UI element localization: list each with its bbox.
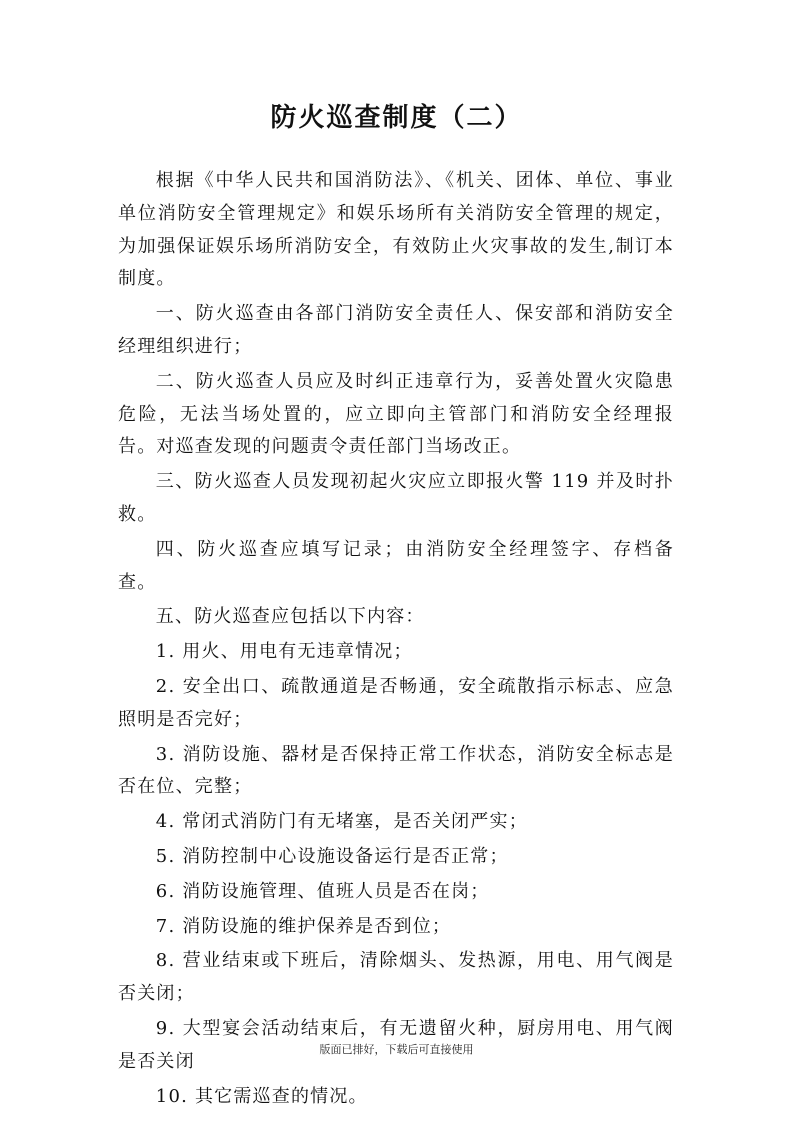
clause-3: 三、防火巡查人员发现初起火灾应立即报火警 119 并及时扑救。 — [118, 471, 674, 525]
list-item-7: 7. 消防设施的维护保养是否到位； — [155, 915, 452, 937]
list-item-1: 1. 用火、用电有无违章情况； — [155, 641, 413, 663]
list-item-2: 2. 安全出口、疏散通道是否畅通，安全疏散指示标志、应急照明是否完好； — [118, 675, 674, 730]
list-item-8: 8. 营业结束或下班后，清除烟头、发热源，用电、用气阀是否关闭； — [118, 950, 674, 1005]
list-item-6: 6. 消防设施管理、值班人员是否在岗； — [155, 880, 490, 902]
page-footer: 版面已排好，下载后可直接使用 — [319, 1043, 474, 1056]
intro-paragraph: 根据《中华人民共和国消防法》、《机关、团体、单位、事业单位消防安全管理规定》和娱乐场所有关消防安全管理的规定，为加强保证娱乐场所消防安全，有效防止火灾事故的发生,制订本制度。 — [118, 170, 674, 290]
clause-2: 二、防火巡查人员应及时纠正违章行为，妥善处置火灾隐患危险，无法当场处置的，应立即向主管部门和消防安全经理报告。对巡查发现的问题责令责任部门当场改正。 — [118, 370, 674, 458]
list-item-5: 5. 消防控制中心设施设备运行是否正常； — [155, 845, 509, 867]
list-item-4: 4. 常闭式消防门有无堵塞，是否关闭严实； — [155, 811, 528, 833]
list-item-10: 10. 其它需巡查的情况。 — [155, 1085, 368, 1107]
document-title: 防火巡查制度（二） — [270, 103, 523, 133]
list-item-9: 9. 大型宴会活动结束后，有无遗留火种，厨房用电、用气阀是否关闭 — [118, 1017, 674, 1072]
clause-1: 一、防火巡查由各部门消防安全责任人、保安部和消防安全经理组织进行； — [118, 303, 674, 357]
list-item-3: 3. 消防设施、器材是否保持正常工作状态，消防安全标志是否在位、完整； — [118, 743, 674, 798]
document-body — [118, 165, 674, 1115]
clause-5: 五、防火巡查应包括以下内容： — [155, 606, 425, 628]
clause-4: 四、防火巡查应填写记录；由消防安全经理签字、存档备查。 — [118, 538, 674, 593]
